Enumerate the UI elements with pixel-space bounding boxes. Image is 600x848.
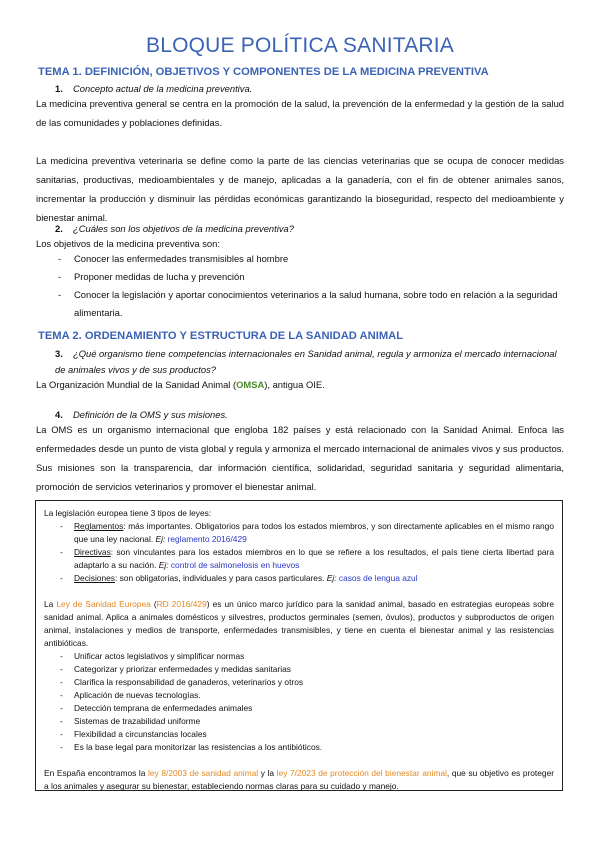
law-type-item bbox=[44, 546, 554, 572]
question-3-number: 3. bbox=[55, 348, 63, 359]
question-4-number: 4. bbox=[55, 409, 63, 420]
list-item: - Proponer medidas de lucha y prevención bbox=[36, 268, 564, 286]
question-4-tail: . bbox=[225, 409, 228, 420]
example-label: Ej: bbox=[158, 560, 169, 570]
objectives-list bbox=[36, 250, 564, 322]
list-item: - Aplicación de nuevas tecnologías. bbox=[44, 689, 554, 702]
ley-sanidad-europea-name: Ley de Sanidad Europea bbox=[56, 599, 151, 609]
law-term: Directivas bbox=[74, 547, 111, 557]
list-item: - Es la base legal para monitorizar las resistencias a los antibióticos. bbox=[44, 741, 554, 754]
law-term: Decisiones bbox=[74, 573, 115, 583]
ley-rd-reference: RD 2016/429 bbox=[156, 599, 207, 609]
law-types-list bbox=[44, 520, 554, 585]
law-example: reglamento 2016/429 bbox=[165, 534, 247, 544]
question-3-text: ¿Qué organismo tiene competencias internacionales en Sanidad animal, regula y armoniza el mercado internacional de animales vivos y de sus productos? bbox=[55, 348, 557, 375]
list-item: - Clarifica la responsabilidad de ganaderos, veterinarios y otros bbox=[44, 676, 554, 689]
list-item: - Conocer las enfermedades transmisibles al hombre bbox=[36, 250, 564, 268]
page-title: BLOQUE POLÍTICA SANITARIA bbox=[145, 34, 455, 57]
law-type-item bbox=[44, 572, 554, 585]
ley-8-2003: ley 8/2003 de sanidad animal bbox=[148, 768, 259, 778]
list-item: - Unificar actos legislativos y simplificar normas bbox=[44, 650, 554, 663]
ley-7-2023: ley 7/2023 de protección del bienestar animal bbox=[276, 768, 447, 778]
ley-sanidad-europea-paragraph bbox=[44, 598, 554, 650]
list-item: - Conocer la legislación y aportar conocimientos veterinarios a la salud humana, sobre todo en relación a la seguridad alimentaria. bbox=[36, 286, 564, 322]
text-run: y la bbox=[258, 768, 277, 778]
law-description: : más importantes. Obligatorios para todos los estados miembros, y son directamente aplicables en el mismo rango que una ley nacional. bbox=[74, 521, 554, 544]
question-3 bbox=[55, 346, 560, 378]
law-term: Reglamentos bbox=[74, 521, 124, 531]
law-description: : son vinculantes para los estados miembros en lo que se refiere a los resultados, el país tiene cierta libertad para adaptarlo a su nación. bbox=[74, 547, 554, 570]
omsa-text-after: ), antigua OIE. bbox=[264, 379, 325, 390]
paragraph-veterinaria: La medicina preventiva veterinaria se define como la parte de las ciencias veterinarias que se ocupa de conocer medidas sanitarias, productivas, medioambientales y de manejo, aplicadas a la ganadería, con el fin de obtener animales sanos, incrementar la producción y disminuir las pérdidas económicas garantizando la bioseguridad, respecto del medioambiente y bienestar animal. bbox=[36, 155, 564, 223]
paragraph-omsa bbox=[36, 375, 564, 394]
list-item: - Flexibilidad a circunstancias locales bbox=[44, 728, 554, 741]
text-run: La bbox=[44, 599, 57, 609]
omsa-acronym: OMSA bbox=[236, 379, 265, 390]
legislation-intro: La legislación europea tiene 3 tipos de leyes: bbox=[44, 508, 212, 518]
question-2-text: ¿Cuáles son los objetivos de la medicina preventiva? bbox=[73, 223, 294, 234]
question-2 bbox=[55, 223, 294, 234]
paragraph-general: La medicina preventiva general se centra en la promoción de la salud, la prevención de la enfermedad y la gestión de la salud de las comunidades y poblaciones definidas. bbox=[36, 98, 564, 128]
question-2-number: 2. bbox=[55, 223, 63, 234]
question-1-text: Concepto actual de la medicina preventiva bbox=[73, 83, 250, 94]
paragraph-oms: La OMS es un organismo internacional que engloba 182 países y está relacionado con la Sanidad Animal. Enfoca las enfermedades desde un punto de vista global y regula y armoniza el mercado internacional de animales vivos y sus productos. Sus misiones son la transparencia, dar información científica, solidaridad, seguridad sanitaria y seguridad alimentaria, promoción de servicios veterinarios y promover el bienestar animal. bbox=[36, 424, 564, 492]
ley-objectives-list bbox=[44, 650, 554, 754]
question-1-number: 1. bbox=[55, 83, 63, 94]
spain-laws-paragraph bbox=[44, 767, 554, 793]
question-1-tail: . bbox=[249, 83, 253, 94]
list-item: - Categorizar y priorizar enfermedades y medidas sanitarias bbox=[44, 663, 554, 676]
law-example: casos de lengua azul bbox=[336, 573, 418, 583]
question-1 bbox=[55, 83, 252, 94]
text-run: ) es un único marco jurídico para la sanidad animal, basado en estrategias europeas sobre sanidad animal. Aplica a animales domésticos y silvestres, productos germinales (semen, óvulos), productos y subproductos de origen animal, instalaciones y medios de transporte, enfermedades transmisibles, y tiene en cuenta el bienestar animal y las resistencias antibióticas. bbox=[44, 599, 554, 648]
legislation-box-content bbox=[44, 507, 554, 793]
example-label: Ej: bbox=[326, 573, 337, 583]
question-4-text: Definición de la OMS y sus misiones bbox=[73, 409, 226, 420]
objectives-intro: Los objetivos de la medicina preventiva son: bbox=[36, 238, 220, 249]
law-type-item bbox=[44, 520, 554, 546]
text-run: En España encontramos la bbox=[44, 768, 149, 778]
text-run: , que su objetivo es proteger a los animales y asegurar su bienestar, estableciendo normas claras para su cuidado y manejo. bbox=[44, 768, 555, 791]
tema2-heading: TEMA 2. ORDENAMIENTO Y ESTRUCTURA DE LA SANIDAD ANIMAL bbox=[38, 330, 404, 342]
question-4 bbox=[55, 409, 228, 420]
list-item: - Detección temprana de enfermedades animales bbox=[44, 702, 554, 715]
law-description: : son obligatorias, individuales y para casos particulares. bbox=[114, 573, 327, 583]
tema1-heading: TEMA 1. DEFINICIÓN, OBJETIVOS Y COMPONENTES DE LA MEDICINA PREVENTIVA bbox=[38, 66, 489, 78]
legislation-box bbox=[35, 500, 563, 791]
text-run: ( bbox=[150, 599, 157, 609]
example-label: Ej: bbox=[155, 534, 166, 544]
law-example: control de salmonelosis en huevos bbox=[168, 560, 300, 570]
omsa-text-before: La Organización Mundial de la Sanidad Animal ( bbox=[36, 379, 237, 390]
list-item: - Sistemas de trazabilidad uniforme bbox=[44, 715, 554, 728]
